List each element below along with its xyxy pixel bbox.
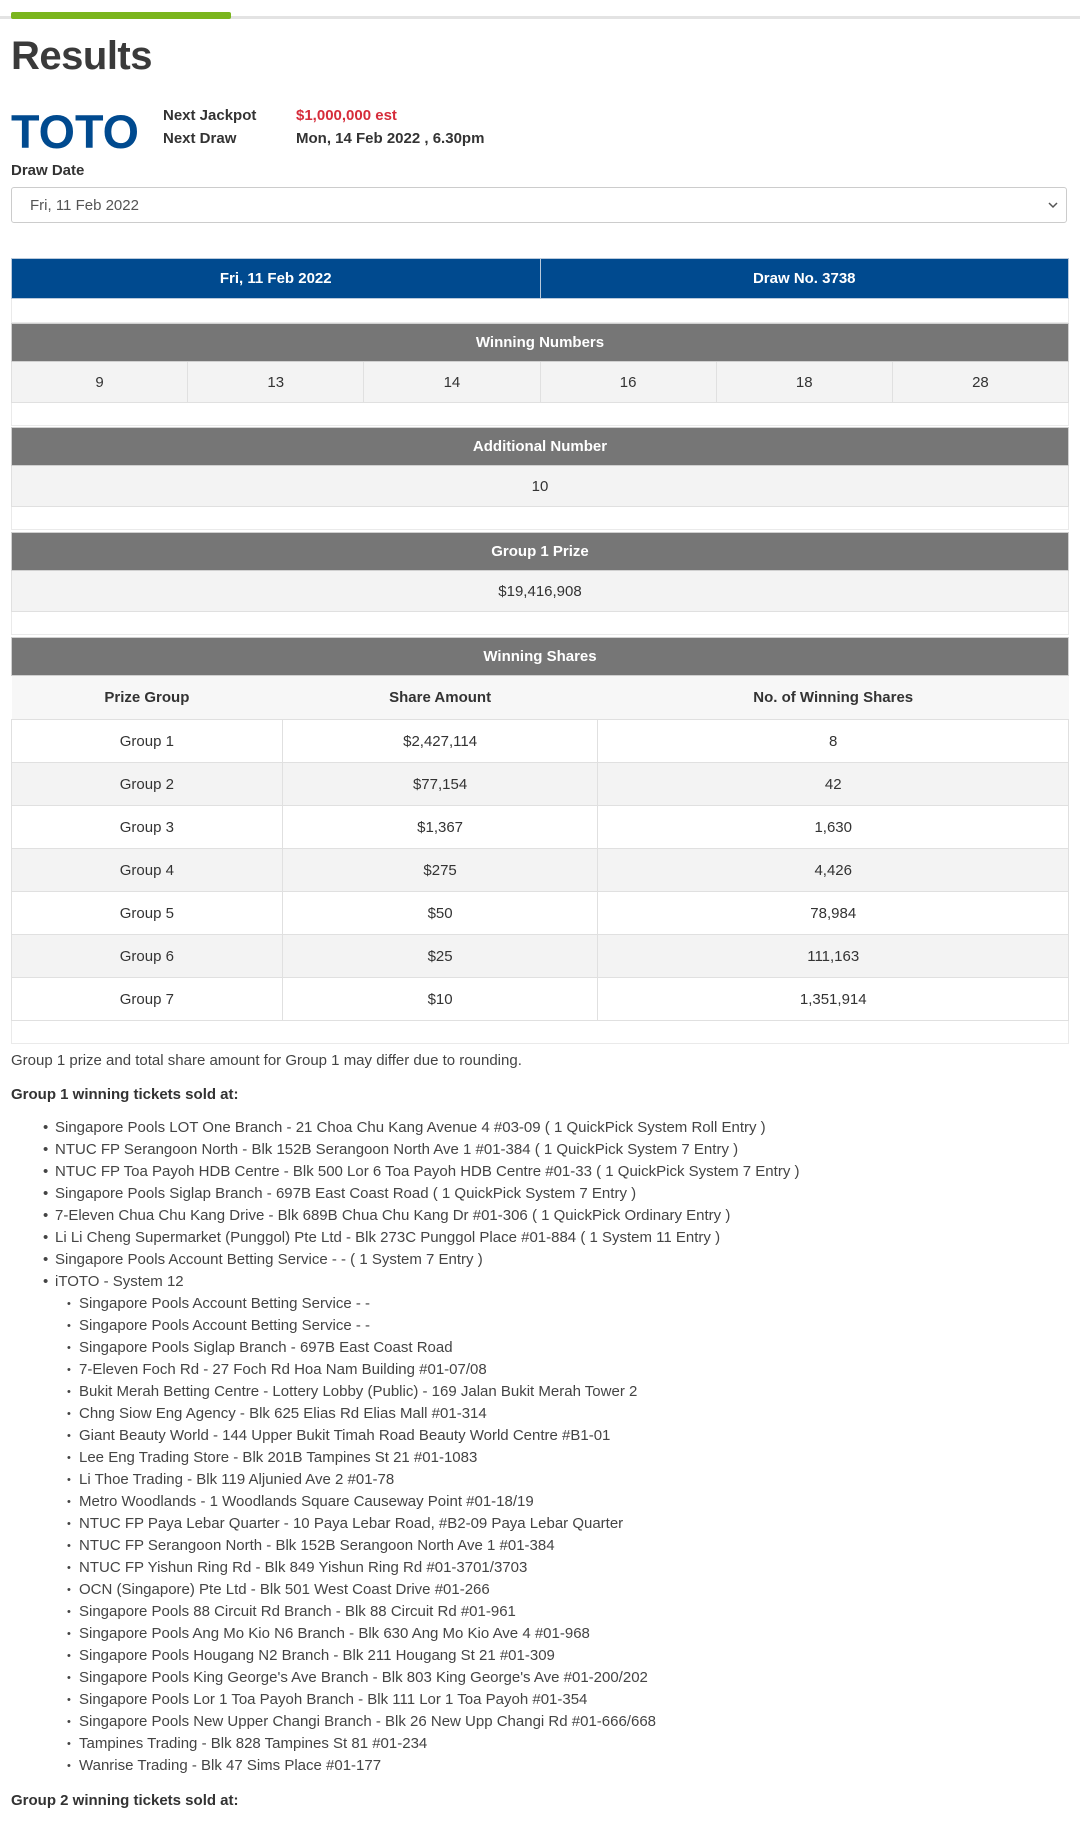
prize-group-cell: Group 7 — [12, 978, 283, 1021]
list-item: • Wanrise Trading - Blk 47 Sims Place #01-177 — [79, 1755, 1055, 1777]
table-row — [12, 806, 1069, 849]
share-amount-cell: $25 — [282, 935, 598, 978]
winning-number: 16 — [541, 362, 717, 403]
itoto-outlets-list — [55, 1293, 1055, 1777]
top-progress-bar — [0, 0, 1080, 19]
additional-number-table — [11, 427, 1069, 530]
winning-number: 14 — [364, 362, 540, 403]
group1-prize-heading: Group 1 Prize — [11, 532, 1069, 571]
winning-shares-cell: 8 — [598, 720, 1069, 763]
winning-shares-cell: 4,426 — [598, 849, 1069, 892]
share-amount-cell: $1,367 — [282, 806, 598, 849]
table-row — [12, 978, 1069, 1021]
next-jackpot-label: Next Jackpot — [163, 107, 257, 124]
winning-shares-table — [11, 637, 1069, 1044]
additional-number-heading: Additional Number — [11, 427, 1069, 466]
list-item: • 7-Eleven Chua Chu Kang Drive - Blk 689B Chua Chu Kang Dr #01-306 ( 1 QuickPick Ordinary Entry ) — [55, 1205, 1055, 1227]
list-item: • OCN (Singapore) Pte Ltd - Blk 501 West Coast Drive #01-266 — [79, 1579, 1055, 1601]
list-item: • Singapore Pools Account Betting Service - - — [79, 1293, 1055, 1315]
winning-number: 18 — [717, 362, 893, 403]
next-jackpot-value: $1,000,000 est — [296, 107, 397, 124]
column-header: Share Amount — [282, 676, 598, 720]
draw-date-cell: Fri, 11 Feb 2022 — [219, 270, 332, 287]
share-amount-cell: $50 — [282, 892, 598, 935]
list-item: • 7-Eleven Foch Rd - 27 Foch Rd Hoa Nam Building #01-07/08 — [79, 1359, 1055, 1381]
table-row — [12, 720, 1069, 763]
list-item: • Li Thoe Trading - Blk 119 Aljunied Ave 2 #01-78 — [79, 1469, 1055, 1491]
group1-prize-value: $19,416,908 — [11, 571, 1069, 612]
winning-shares-cell: 42 — [598, 763, 1069, 806]
list-item: • Singapore Pools Lor 1 Toa Payoh Branch - Blk 111 Lor 1 Toa Payoh #01-354 — [79, 1689, 1055, 1711]
winning-shares-cell: 111,163 — [598, 935, 1069, 978]
list-item: • Singapore Pools Siglap Branch - 697B East Coast Road — [79, 1337, 1055, 1359]
itoto-label: iTOTO - System 12 — [55, 1273, 184, 1290]
toto-logo — [11, 106, 141, 154]
share-amount-cell: $275 — [282, 849, 598, 892]
list-item: • NTUC FP Toa Payoh HDB Centre - Blk 500 Lor 6 Toa Payoh HDB Centre #01-33 ( 1 QuickPick System 7 Entry ) — [55, 1161, 1055, 1183]
list-item: • NTUC FP Paya Lebar Quarter - 10 Paya Lebar Road, #B2-09 Paya Lebar Quarter — [79, 1513, 1055, 1535]
list-item: • NTUC FP Serangoon North - Blk 152B Serangoon North Ave 1 #01-384 ( 1 QuickPick System 7 Entry ) — [55, 1139, 1055, 1161]
draw-header — [11, 258, 1069, 323]
prize-group-cell: Group 1 — [12, 720, 283, 763]
table-row — [12, 935, 1069, 978]
winning-number: 13 — [188, 362, 364, 403]
list-item: • Singapore Pools LOT One Branch - 21 Choa Chu Kang Avenue 4 #03-09 ( 1 QuickPick System Roll Entry ) — [55, 1117, 1055, 1139]
winning-shares-cell: 1,630 — [598, 806, 1069, 849]
share-amount-cell: $10 — [282, 978, 598, 1021]
logo-text: TOTO — [11, 106, 139, 154]
list-item: • Li Li Cheng Supermarket (Punggol) Pte Ltd - Blk 273C Punggol Place #01-884 ( 1 System 11 Entry ) — [55, 1227, 1055, 1249]
draw-date-selected: Fri, 11 Feb 2022 — [30, 197, 139, 214]
progress-indicator — [11, 12, 231, 19]
list-item: • Singapore Pools New Upper Changi Branch - Blk 26 New Upp Changi Rd #01-666/668 — [79, 1711, 1055, 1733]
draw-date-label: Draw Date — [11, 162, 85, 179]
rounding-note: Group 1 prize and total share amount for Group 1 may differ due to rounding. — [11, 1052, 522, 1069]
prize-group-cell: Group 3 — [12, 806, 283, 849]
list-item: • Singapore Pools Siglap Branch - 697B East Coast Road ( 1 QuickPick System 7 Entry ) — [55, 1183, 1055, 1205]
winning-numbers-heading: Winning Numbers — [11, 323, 1069, 362]
prize-group-cell: Group 6 — [12, 935, 283, 978]
column-header: No. of Winning Shares — [598, 676, 1069, 720]
share-amount-cell: $2,427,114 — [282, 720, 598, 763]
page-title: Results — [11, 34, 152, 78]
column-header: Prize Group — [12, 676, 283, 720]
list-item: • Chng Siow Eng Agency - Blk 625 Elias Rd Elias Mall #01-314 — [79, 1403, 1055, 1425]
winning-numbers-table — [11, 323, 1069, 426]
list-item: • Singapore Pools King George's Ave Branch - Blk 803 King George's Ave #01-200/202 — [79, 1667, 1055, 1689]
winning-number: 28 — [893, 362, 1069, 403]
winning-shares-heading: Winning Shares — [11, 637, 1069, 676]
list-item — [55, 1271, 1055, 1777]
list-item: • Singapore Pools Account Betting Service - - — [79, 1315, 1055, 1337]
additional-number-value: 10 — [11, 466, 1069, 507]
list-item: • NTUC FP Serangoon North - Blk 152B Serangoon North Ave 1 #01-384 — [79, 1535, 1055, 1557]
group2-outlets-heading: Group 2 winning tickets sold at: — [11, 1792, 239, 1809]
prize-group-cell: Group 5 — [12, 892, 283, 935]
list-item: • Giant Beauty World - 144 Upper Bukit Timah Road Beauty World Centre #B1-01 — [79, 1425, 1055, 1447]
prize-group-cell: Group 2 — [12, 763, 283, 806]
chevron-down-icon — [1046, 198, 1060, 212]
list-item: • Singapore Pools Account Betting Service - - ( 1 System 7 Entry ) — [55, 1249, 1055, 1271]
list-item: • Metro Woodlands - 1 Woodlands Square Causeway Point #01-18/19 — [79, 1491, 1055, 1513]
group1-prize-table — [11, 532, 1069, 635]
winning-shares-cell: 78,984 — [598, 892, 1069, 935]
winning-number: 9 — [11, 362, 188, 403]
winning-shares-cell: 1,351,914 — [598, 978, 1069, 1021]
list-item: • Singapore Pools 88 Circuit Rd Branch - Blk 88 Circuit Rd #01-961 — [79, 1601, 1055, 1623]
table-row — [12, 763, 1069, 806]
list-item: • NTUC FP Yishun Ring Rd - Blk 849 Yishun Ring Rd #01-3701/3703 — [79, 1557, 1055, 1579]
list-item: • Singapore Pools Ang Mo Kio N6 Branch - Blk 630 Ang Mo Kio Ave 4 #01-968 — [79, 1623, 1055, 1645]
prize-group-cell: Group 4 — [12, 849, 283, 892]
shares-table — [11, 676, 1069, 1021]
list-item: • Singapore Pools Hougang N2 Branch - Blk 211 Hougang St 21 #01-309 — [79, 1645, 1055, 1667]
list-item: • Lee Eng Trading Store - Blk 201B Tampines St 21 #01-1083 — [79, 1447, 1055, 1469]
share-amount-cell: $77,154 — [282, 763, 598, 806]
draw-date-select[interactable] — [11, 187, 1067, 223]
list-item: • Bukit Merah Betting Centre - Lottery Lobby (Public) - 169 Jalan Bukit Merah Tower 2 — [79, 1381, 1055, 1403]
table-row — [12, 892, 1069, 935]
group1-outlets-heading: Group 1 winning tickets sold at: — [11, 1086, 239, 1103]
group1-outlets-list — [11, 1117, 1055, 1777]
next-draw-value: Mon, 14 Feb 2022 , 6.30pm — [296, 130, 485, 147]
table-row — [12, 849, 1069, 892]
draw-number-cell: Draw No. 3738 — [540, 259, 1069, 298]
next-draw-label: Next Draw — [163, 130, 237, 147]
list-item: • Tampines Trading - Blk 828 Tampines St 81 #01-234 — [79, 1733, 1055, 1755]
